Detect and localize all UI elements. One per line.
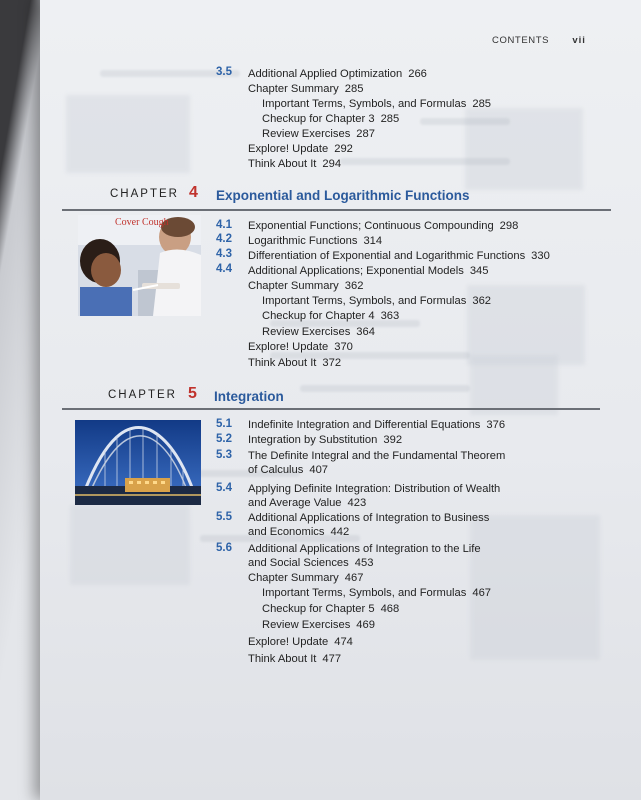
toc-entry-section <box>248 220 518 233</box>
entry-title: Exponential Functions; Continuous Compounding <box>248 220 494 232</box>
entry-title: Important Terms, Symbols, and Formulas <box>262 587 467 599</box>
toc-entry-section-cont <box>248 464 328 477</box>
entry-title: Review Exercises <box>262 128 351 140</box>
entry-title: and Economics <box>248 526 325 538</box>
toc-entry <box>248 341 353 354</box>
chapter-label: CHAPTER <box>108 389 177 401</box>
entry-title: Chapter Summary <box>248 572 339 584</box>
entry-title: Think About It <box>248 158 317 170</box>
entry-title: Checkup for Chapter 5 <box>262 603 375 615</box>
toc-entry-section <box>248 265 488 278</box>
section-number: 5.4 <box>216 482 232 494</box>
toc-entry <box>262 128 375 141</box>
toc-entry <box>262 98 491 111</box>
entry-title: The Definite Integral and the Fundamental Theorem <box>248 450 506 462</box>
entry-page: 453 <box>354 557 374 569</box>
entry-title: Checkup for Chapter 4 <box>262 310 375 322</box>
child-vaccination-photo <box>78 215 201 316</box>
entry-page: 467 <box>472 587 492 599</box>
entry-page: 266 <box>408 68 427 80</box>
entry-page: 376 <box>486 419 506 431</box>
entry-title: Additional Applications; Exponential Models <box>248 265 464 277</box>
entry-page: 330 <box>531 250 550 262</box>
chapter-title: Integration <box>214 389 284 404</box>
section-number: 5.5 <box>216 511 232 523</box>
bleed-through-image <box>70 505 190 585</box>
toc-entry <box>248 280 363 293</box>
toc-entry <box>248 653 341 666</box>
entry-page: 294 <box>322 158 342 170</box>
toc-entry-section-cont <box>248 526 349 539</box>
chapter-title: Exponential and Logarithmic Functions <box>216 188 470 203</box>
toc-entry <box>262 603 399 616</box>
entry-page: 469 <box>356 619 375 631</box>
section-number: 4.2 <box>216 233 232 245</box>
header-page-number: vii <box>572 35 586 46</box>
entry-page: 442 <box>330 526 350 538</box>
entry-page: 292 <box>334 143 353 155</box>
section-number: 5.3 <box>216 449 232 461</box>
entry-page: 287 <box>356 128 375 140</box>
entry-page: 467 <box>344 572 364 584</box>
toc-entry <box>262 295 491 308</box>
toc-entry-section <box>248 434 402 447</box>
entry-page: 423 <box>347 497 367 509</box>
entry-title: Explore! Update <box>248 341 329 353</box>
bleed-through-image <box>470 355 558 415</box>
chapter4-photo <box>78 215 201 316</box>
entry-page: 474 <box>334 636 353 648</box>
running-header <box>492 35 586 46</box>
section-number: 5.6 <box>216 542 232 554</box>
entry-title: Explore! Update <box>248 143 329 155</box>
entry-title: of Calculus <box>248 464 304 476</box>
toc-entry <box>248 572 363 585</box>
section-number: 5.1 <box>216 418 232 430</box>
toc-entry <box>248 158 341 171</box>
entry-title: Chapter Summary <box>248 83 339 95</box>
entry-title: Checkup for Chapter 3 <box>262 113 375 125</box>
section-number: 3.5 <box>216 66 232 78</box>
entry-title: Chapter Summary <box>248 280 339 292</box>
toc-entry-section <box>248 483 500 496</box>
header-label: CONTENTS <box>492 35 550 46</box>
toc-entry <box>248 357 341 370</box>
toc-entry <box>262 587 491 600</box>
section-number: 4.4 <box>216 263 232 275</box>
entry-title: Review Exercises <box>262 326 351 338</box>
toc-entry <box>262 619 375 632</box>
toc-entry <box>248 83 363 96</box>
toc-entry-section <box>248 68 427 81</box>
toc-entry-section <box>248 512 489 525</box>
entry-page: 362 <box>472 295 492 307</box>
section-number: 4.3 <box>216 248 232 260</box>
entry-page: 362 <box>344 280 364 292</box>
entry-page: 285 <box>344 83 364 95</box>
entry-title: Differentiation of Exponential and Logarithmic Functions <box>248 250 526 262</box>
entry-title: Applying Definite Integration: Distribution of Wealth <box>248 483 501 495</box>
entry-title: Additional Applied Optimization <box>248 68 403 80</box>
entry-title: Think About It <box>248 357 317 369</box>
chapter-number: 4 <box>189 184 198 201</box>
chapter-rule <box>62 408 600 410</box>
entry-title: Important Terms, Symbols, and Formulas <box>262 295 467 307</box>
toc-entry-section-cont <box>248 497 366 510</box>
toc-entry <box>248 143 353 156</box>
roller-coaster-photo <box>75 420 201 505</box>
toc-entry-section <box>248 450 505 463</box>
entry-page: 370 <box>334 341 353 353</box>
toc-entry-section <box>248 419 505 432</box>
entry-page: 468 <box>380 603 400 615</box>
bleed-through-text <box>420 118 510 125</box>
entry-page: 345 <box>469 265 489 277</box>
entry-page: 364 <box>356 326 375 338</box>
entry-page: 314 <box>363 235 383 247</box>
entry-title: Think About It <box>248 653 317 665</box>
toc-entry <box>262 326 375 339</box>
bleed-through-text <box>300 385 470 392</box>
section-number: 4.1 <box>216 219 232 231</box>
contents-page <box>40 0 641 800</box>
entry-title: Logarithmic Functions <box>248 235 358 247</box>
entry-page: 392 <box>383 434 403 446</box>
entry-page: 285 <box>380 113 400 125</box>
toc-entry <box>262 310 399 323</box>
chapter-number: 5 <box>188 385 197 402</box>
entry-title: Review Exercises <box>262 619 351 631</box>
entry-title: Important Terms, Symbols, and Formulas <box>262 98 467 110</box>
entry-title: and Social Sciences <box>248 557 349 569</box>
toc-entry <box>262 113 399 126</box>
entry-page: 363 <box>380 310 400 322</box>
entry-title: Additional Applications of Integration to Business <box>248 512 490 524</box>
toc-entry-section <box>248 250 550 263</box>
entry-title: Indefinite Integration and Differential Equations <box>248 419 481 431</box>
entry-title: Integration by Substitution <box>248 434 378 446</box>
bleed-through-text <box>340 158 510 165</box>
entry-page: 298 <box>499 220 519 232</box>
photo-caption: Cover Cough <box>115 217 169 228</box>
entry-title: and Average Value <box>248 497 342 509</box>
entry-title: Additional Applications of Integration to the Life <box>248 543 481 555</box>
entry-page: 477 <box>322 653 342 665</box>
chapter-label: CHAPTER <box>110 188 179 200</box>
entry-title: Explore! Update <box>248 636 329 648</box>
toc-entry-section <box>248 235 382 248</box>
chapter-rule <box>62 209 611 211</box>
entry-page: 285 <box>472 98 492 110</box>
toc-entry-section <box>248 543 481 556</box>
entry-page: 372 <box>322 357 342 369</box>
toc-entry <box>248 636 353 649</box>
entry-page: 407 <box>309 464 329 476</box>
toc-entry-section-cont <box>248 557 373 570</box>
bleed-through-image <box>66 95 190 173</box>
chapter5-photo <box>75 420 201 505</box>
section-number: 5.2 <box>216 433 232 445</box>
